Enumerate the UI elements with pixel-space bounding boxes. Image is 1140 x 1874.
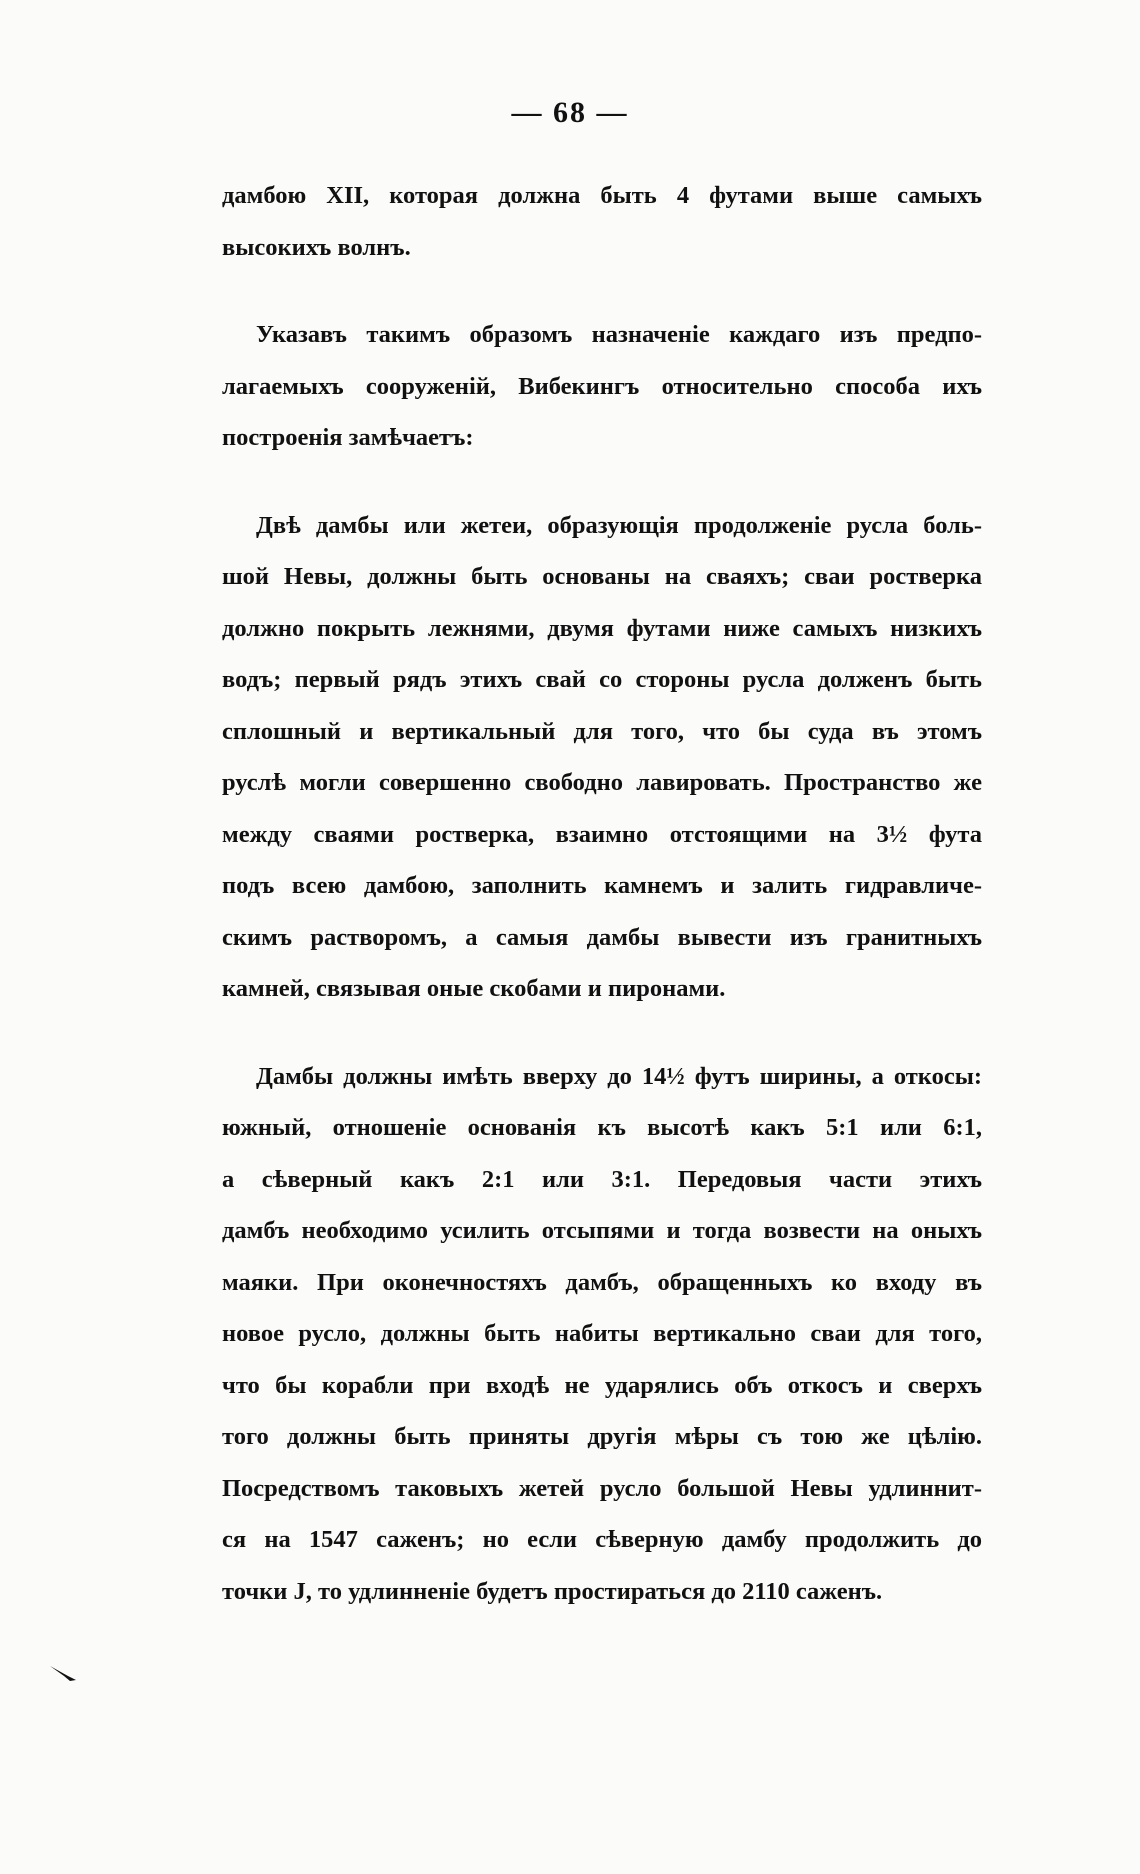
text-line: между сваями ростверка, взаимно отстоящими на 3½ фута (222, 820, 982, 848)
text-line: что бы корабли при входѣ не ударялись объ откосъ и сверхъ (222, 1371, 982, 1399)
text-line: новое русло, должны быть набиты вертикально сваи для того, (222, 1320, 982, 1347)
text-line: а сѣверный какъ 2:1 или 3:1. Передовыя части этихъ (222, 1165, 982, 1193)
text-line: дамбою XII, которая должна быть 4 футами выше самыхъ (222, 182, 982, 209)
text-line: южный, отношеніе основанія къ высотѣ какъ 5:1 или 6:1, (222, 1114, 982, 1141)
text-line: того должны быть приняты другія мѣры съ тою же цѣлію. (222, 1423, 982, 1450)
text-line: сплошный и вертикальный для того, что бы суда въ этомъ (222, 717, 982, 745)
body-text (222, 170, 982, 1653)
text-line: точки J, то удлинненіе будетъ простираться до 2110 саженъ. (222, 1577, 883, 1605)
text-line: Двѣ дамбы или жетеи, образующія продолженіе русла боль- (256, 511, 982, 539)
text-line: Указавъ такимъ образомъ назначеніе каждаго изъ предпо- (256, 321, 982, 348)
page-number: — 68 — (511, 96, 629, 129)
text-line: Посредствомъ таковыхъ жетей русло большой Невы удлиннит- (222, 1474, 982, 1502)
text-line: должно покрыть лежнями, двумя футами ниже самыхъ низкихъ (222, 614, 982, 642)
paragraph-intro (222, 309, 982, 464)
text-line: дамбъ необходимо усилить отсыпями и тогда возвести на оныхъ (222, 1217, 982, 1244)
paragraph-construction (222, 500, 982, 1015)
text-line: Дамбы должны имѣть вверху до 14½ футъ ширины, а откосы: (256, 1062, 982, 1090)
text-line: лагаемыхъ сооруженій, Вибекингъ относительно способа ихъ (222, 372, 982, 400)
text-line: камней, связывая оные скобами и пиронами. (222, 975, 726, 1002)
text-line: скимъ растворомъ, а самыя дамбы вывести изъ гранитныхъ (222, 923, 982, 951)
text-line: руслѣ могли совершенно свободно лавировать. Пространство же (222, 769, 982, 796)
paragraph-continuation (222, 170, 982, 273)
text-line: водъ; первый рядъ этихъ свай со стороны русла долженъ быть (222, 666, 982, 693)
text-line: ся на 1547 саженъ; но если сѣверную дамбу продолжить до (222, 1526, 982, 1553)
text-line: высокихъ волнъ. (222, 233, 411, 261)
text-line: подъ всею дамбою, заполнить камнемъ и залить гидравличе- (222, 872, 982, 899)
text-line: маяки. При оконечностяхъ дамбъ, обращенныхъ ко входу въ (222, 1268, 982, 1296)
text-line: построенія замѣчаетъ: (222, 424, 474, 451)
ink-mark-icon (48, 1662, 80, 1684)
text-line: шой Невы, должны быть основаны на сваяхъ; сваи ростверка (222, 563, 982, 590)
paragraph-dimensions (222, 1051, 982, 1618)
